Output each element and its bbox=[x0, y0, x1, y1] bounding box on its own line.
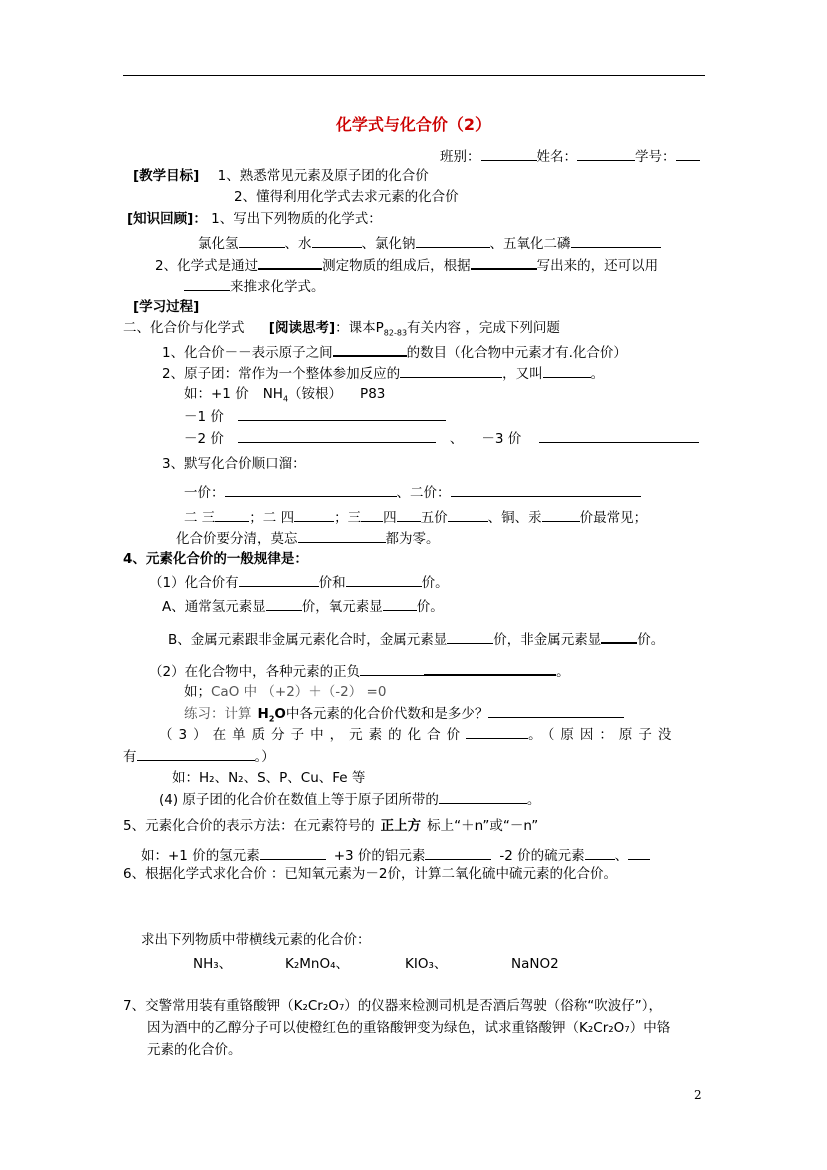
s2-heading bbox=[123, 319, 560, 343]
s4-pb bbox=[168, 628, 664, 649]
substance-water: 、水 bbox=[284, 236, 312, 252]
blank[interactable] bbox=[361, 507, 383, 522]
substances-line bbox=[198, 233, 661, 253]
s7-line3: 元素的化合价。 bbox=[147, 1042, 242, 1058]
text: 1、化合价－－表示原子之间 bbox=[162, 345, 333, 361]
text: 2、化学式是通过 bbox=[155, 258, 259, 274]
s2-verse3 bbox=[176, 528, 440, 548]
text: ：课本P bbox=[335, 320, 384, 336]
blank[interactable] bbox=[184, 276, 230, 291]
text: 价。 bbox=[416, 599, 444, 615]
blank[interactable] bbox=[585, 845, 615, 860]
substance-p2o5: 、五氧化二磷 bbox=[489, 236, 571, 252]
blank[interactable] bbox=[298, 528, 386, 543]
text: 正上方 bbox=[380, 818, 422, 834]
blank[interactable] bbox=[424, 660, 556, 676]
review-q2-cont bbox=[184, 276, 325, 296]
s5-example bbox=[141, 845, 650, 865]
blank[interactable] bbox=[471, 254, 537, 270]
text: 价。 bbox=[421, 575, 449, 591]
blank[interactable] bbox=[542, 507, 580, 522]
page-number: 2 bbox=[694, 1088, 702, 1102]
goals-line-1 bbox=[133, 167, 429, 185]
blank[interactable] bbox=[571, 233, 661, 248]
s4-p1 bbox=[149, 572, 449, 592]
text: －2 价 bbox=[184, 431, 224, 447]
compound-nh3: NH₃、 bbox=[193, 956, 233, 972]
s4-heading: 4、元素化合价的一般规律是： bbox=[123, 551, 308, 567]
blank[interactable] bbox=[225, 482, 397, 497]
text: (4) 原子团的化合价在数值上等于原子团所带的 bbox=[159, 792, 439, 808]
name-blank[interactable] bbox=[577, 146, 635, 161]
process-label: [学习过程] bbox=[133, 299, 200, 315]
blank[interactable] bbox=[425, 845, 491, 860]
text: 5、元素化合价的表示方法：在元素符号的 bbox=[123, 818, 375, 834]
blank[interactable] bbox=[400, 363, 502, 378]
s4-p3-cont bbox=[123, 746, 275, 766]
blank[interactable] bbox=[447, 629, 493, 644]
goals-label: [教学目标] bbox=[133, 168, 200, 184]
s2-verse1 bbox=[184, 482, 641, 502]
text: -2 价的硫元素 bbox=[499, 848, 585, 864]
text: ；三 bbox=[334, 510, 362, 526]
text: 练习：计算 bbox=[184, 706, 252, 722]
compound-k2mno4: K₂MnO₄、 bbox=[285, 956, 350, 972]
blank[interactable] bbox=[333, 341, 407, 357]
s4-p3 bbox=[159, 724, 677, 744]
text: 有 bbox=[123, 749, 137, 765]
subscript: 2 bbox=[268, 714, 275, 724]
substance-hcl: 氯化氢 bbox=[198, 236, 239, 252]
text: 标上“＋n”或“－n” bbox=[427, 818, 539, 834]
goal-1: 1、熟悉常见元素及原子团的化合价 bbox=[217, 168, 429, 184]
text: 测定物质的组成后，根据 bbox=[322, 258, 471, 274]
blank[interactable] bbox=[466, 724, 528, 739]
s4-cao bbox=[184, 683, 386, 701]
s4-p2 bbox=[149, 660, 570, 681]
text: （3）在单质分子中，元素的化合价 bbox=[159, 727, 467, 743]
s4-p3-example: 如：H₂、N₂、S、P、Cu、Fe 等 bbox=[172, 770, 366, 786]
text: 价和 bbox=[318, 575, 346, 591]
s2-item1 bbox=[162, 341, 627, 362]
text: －1 价 bbox=[184, 409, 224, 425]
text: 四 bbox=[383, 510, 397, 526]
text: －3 价 bbox=[481, 431, 522, 447]
text: 都为零。 bbox=[385, 531, 440, 547]
reading-label: [阅读思考] bbox=[268, 320, 336, 336]
s6-compounds bbox=[193, 955, 559, 973]
blank[interactable] bbox=[266, 596, 302, 611]
id-blank[interactable] bbox=[676, 146, 700, 161]
text: 二 bbox=[184, 510, 198, 526]
subscript: 4 bbox=[282, 394, 289, 404]
s6-line: 6、根据化学式求化合价 ：已知氧元素为－2价，计算二氧化硫中硫元素的化合价。 bbox=[123, 866, 617, 882]
text: 写出来的，还可以用 bbox=[536, 258, 659, 274]
text: 的数目（化合物中元素才有.化合价） bbox=[406, 345, 627, 361]
id-label: 学号： bbox=[635, 149, 676, 165]
s2-item3: 3、默写化合价顺口溜： bbox=[162, 456, 306, 472]
blank[interactable] bbox=[312, 233, 362, 248]
s4-p4 bbox=[159, 789, 540, 809]
blank[interactable] bbox=[137, 746, 255, 761]
review-q2 bbox=[155, 254, 658, 275]
blank[interactable] bbox=[360, 661, 424, 676]
compound-nano2: NaNO2 bbox=[511, 956, 559, 972]
blank[interactable] bbox=[539, 428, 699, 443]
text: 、 bbox=[614, 848, 629, 864]
substance-nacl: 、氯化钠 bbox=[361, 236, 416, 252]
text: （1）化合价有 bbox=[149, 575, 239, 591]
text: 。） bbox=[254, 749, 275, 765]
name-label: 姓名： bbox=[536, 149, 577, 165]
page-title: 化学式与化合价（2） bbox=[335, 115, 492, 134]
s6-sub: 求出下列物质中带横线元素的化合价： bbox=[141, 932, 371, 948]
compound-kio3: KIO₃、 bbox=[405, 956, 448, 972]
text: 一价： bbox=[184, 485, 225, 501]
text: O bbox=[274, 706, 286, 722]
text: +3 价的铝元素 bbox=[333, 848, 426, 864]
text: 价，非金属元素显 bbox=[493, 632, 602, 648]
text: 如； bbox=[184, 684, 211, 700]
blank[interactable] bbox=[238, 406, 446, 421]
blank[interactable] bbox=[451, 482, 641, 497]
text: 。 bbox=[526, 792, 541, 808]
s2-minus1 bbox=[184, 406, 446, 426]
text: 。 bbox=[590, 366, 605, 382]
text: A、通常氢元素显 bbox=[162, 599, 266, 615]
blank[interactable] bbox=[543, 363, 591, 378]
text: ；二 bbox=[249, 510, 277, 526]
text: 价最常见； bbox=[579, 510, 648, 526]
blank[interactable] bbox=[416, 233, 490, 248]
s4-pa bbox=[162, 596, 444, 616]
s5-line bbox=[123, 817, 538, 835]
blank[interactable] bbox=[260, 845, 326, 860]
class-label: 班别： bbox=[440, 149, 481, 165]
s2-verse2 bbox=[184, 507, 647, 527]
blank[interactable] bbox=[346, 572, 422, 587]
student-info-line bbox=[440, 146, 700, 166]
text: 三 bbox=[201, 510, 216, 526]
blank[interactable] bbox=[215, 507, 249, 522]
text: 如：+1 价 bbox=[184, 386, 249, 402]
blank[interactable] bbox=[239, 233, 285, 248]
text: 。（原因：原子没 bbox=[528, 727, 678, 743]
text: ，又叫 bbox=[502, 366, 543, 382]
blank[interactable] bbox=[383, 596, 417, 611]
s7-line1: 7、交警常用装有重铬酸钾（K₂Cr₂O₇）的仪器来检测司机是否酒后驾驶（俗称“吹波仔”）， bbox=[123, 998, 663, 1014]
text: 。 bbox=[556, 664, 570, 680]
blank[interactable] bbox=[439, 789, 527, 804]
blank[interactable] bbox=[448, 507, 488, 522]
text: 、二价： bbox=[396, 485, 451, 501]
blank[interactable] bbox=[239, 572, 319, 587]
text: 如：+1 价的氢元素 bbox=[141, 848, 260, 864]
text: NH bbox=[262, 386, 283, 402]
s2-item2 bbox=[162, 363, 604, 383]
text: 来推求化学式。 bbox=[230, 279, 325, 295]
s2-minus2-3 bbox=[184, 428, 699, 448]
text: P83 bbox=[360, 386, 386, 402]
blank[interactable] bbox=[601, 628, 637, 644]
blank[interactable] bbox=[238, 428, 436, 443]
text: 价。 bbox=[637, 632, 665, 648]
review-label: [知识回顾]： bbox=[127, 211, 207, 227]
text: 二、化合价与化学式 bbox=[123, 320, 245, 336]
blank[interactable] bbox=[294, 507, 334, 522]
review-q1: 1、写出下列物质的化学式： bbox=[211, 211, 382, 227]
text: 价，氧元素显 bbox=[301, 599, 383, 615]
text: 2、原子团：常作为一个整体参加反应的 bbox=[162, 366, 401, 382]
blank[interactable] bbox=[397, 507, 421, 522]
class-blank[interactable] bbox=[481, 146, 537, 161]
text: 四 bbox=[280, 510, 295, 526]
s7-line2: 因为酒中的乙醇分子可以使橙红色的重铬酸钾变为绿色，试求重铬酸钾（K₂Cr₂O₇）中铬 bbox=[147, 1020, 671, 1036]
text: 化合价要分清，莫忘 bbox=[176, 531, 298, 547]
text: 有关内容 ，完成下列问题 bbox=[407, 320, 560, 336]
blank[interactable] bbox=[258, 254, 322, 270]
text: 中各元素的化合价代数和是多少？ bbox=[285, 706, 489, 722]
text: 、 bbox=[449, 431, 464, 447]
review-line bbox=[127, 210, 382, 228]
blank[interactable] bbox=[488, 703, 624, 718]
text: 、铜、汞 bbox=[487, 510, 542, 526]
text: B、金属元素跟非金属元素化合时，金属元素显 bbox=[168, 632, 448, 648]
top-rule bbox=[123, 75, 705, 76]
text: （2）在化合物中，各种元素的正负 bbox=[149, 664, 361, 680]
text: CaO 中 （+2）＋（-2） =0 bbox=[211, 684, 387, 700]
pages: 82-83 bbox=[383, 328, 408, 338]
text: H bbox=[257, 706, 269, 722]
blank[interactable] bbox=[628, 845, 650, 860]
text: （铵根） bbox=[288, 386, 343, 402]
text: 五价 bbox=[420, 510, 448, 526]
goal-2: 2、懂得利用化学式去求元素的化合价 bbox=[234, 189, 459, 205]
